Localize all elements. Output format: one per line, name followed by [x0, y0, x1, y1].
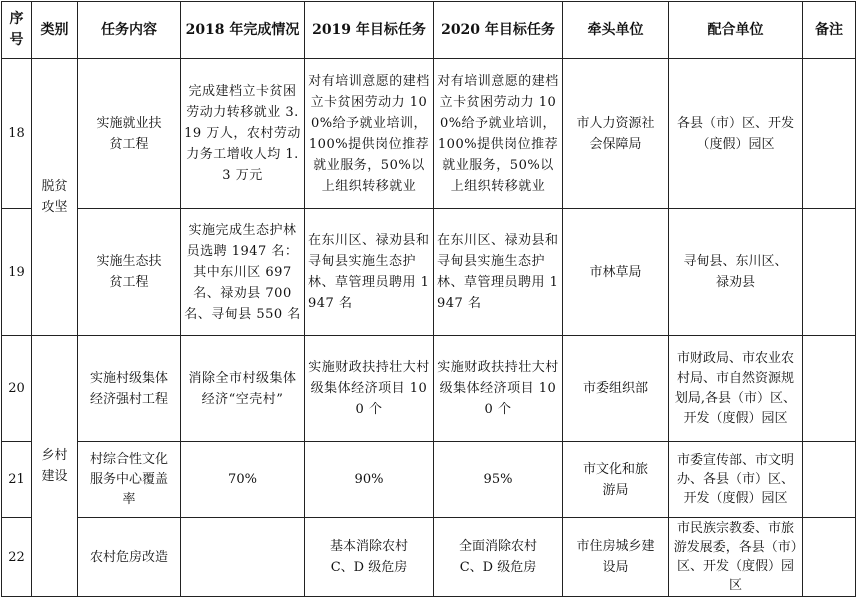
remark-cell	[803, 336, 856, 442]
header-row	[2, 2, 856, 59]
coop-unit-cell: 各县（市）区、开发（度假）园区	[669, 59, 803, 209]
header-remark: 备注	[803, 2, 856, 59]
done-2018-cell: 70%	[181, 442, 305, 518]
table-row	[2, 209, 856, 336]
target-2020-cell: 在东川区、禄劝县和寻甸县实施生态护林、草管理员聘用 1947 名	[434, 209, 563, 336]
target-2019-cell: 90%	[305, 442, 434, 518]
row-seq: 20	[2, 336, 32, 442]
lead-unit-cell: 市人力资源社会保障局	[563, 59, 669, 209]
target-2019-cell: 实施财政扶持壮大村级集体经济项目 100 个	[305, 336, 434, 442]
table-row	[2, 518, 856, 597]
coop-unit-cell: 市民族宗教委、市旅游发展委，各县（市）区、开发（度假）园区	[669, 518, 803, 597]
remark-cell	[803, 59, 856, 209]
category-cell: 脱贫攻坚	[32, 59, 78, 336]
lead-unit-cell: 市文化和旅游局	[563, 442, 669, 518]
remark-cell	[803, 518, 856, 597]
task-cell: 实施生态扶贫工程	[78, 209, 181, 336]
remark-cell	[803, 442, 856, 518]
row-seq: 21	[2, 442, 32, 518]
done-2018-cell: 完成建档立卡贫困劳动力转移就业 3.19 万人，农村劳动力务工增收人均 1.3 万元	[181, 59, 305, 209]
lead-unit-cell: 市林草局	[563, 209, 669, 336]
remark-cell	[803, 209, 856, 336]
task-table	[1, 1, 856, 597]
target-2020-cell: 实施财政扶持壮大村级集体经济项目 100 个	[434, 336, 563, 442]
task-cell: 村综合性文化服务中心覆盖率	[78, 442, 181, 518]
target-2019-cell: 对有培训意愿的建档立卡贫困劳动力 100%给予就业培训，100%提供岗位推荐就业服务，50%以上组织转移就业	[305, 59, 434, 209]
table-row	[2, 59, 856, 209]
header-2018-done: 2018 年完成情况	[181, 2, 305, 59]
header-2020-target: 2020 年目标任务	[434, 2, 563, 59]
done-2018-cell	[181, 518, 305, 597]
target-2020-cell: 95%	[434, 442, 563, 518]
header-category: 类别	[32, 2, 78, 59]
header-lead-unit: 牵头单位	[563, 2, 669, 59]
header-coop-unit: 配合单位	[669, 2, 803, 59]
row-seq: 22	[2, 518, 32, 597]
task-cell: 农村危房改造	[78, 518, 181, 597]
row-seq: 18	[2, 59, 32, 209]
row-seq: 19	[2, 209, 32, 336]
coop-unit-cell: 寻甸县、东川区、禄劝县	[669, 209, 803, 336]
coop-unit-cell: 市财政局、市农业农村局、市自然资源规划局,各县（市）区、开发（度假）园区	[669, 336, 803, 442]
done-2018-cell: 实施完成生态护林员选聘 1947 名：其中东川区 697 名、禄劝县 700 名、寻甸县 550 名	[181, 209, 305, 336]
lead-unit-cell: 市委组织部	[563, 336, 669, 442]
table-row	[2, 336, 856, 442]
target-2020-cell: 对有培训意愿的建档立卡贫困劳动力 100%给予就业培训，100%提供岗位推荐就业服务，50%以上组织转移就业	[434, 59, 563, 209]
header-seq: 序号	[2, 2, 32, 59]
task-cell: 实施村级集体经济强村工程	[78, 336, 181, 442]
coop-unit-cell: 市委宣传部、市文明办、各县（市）区、开发（度假）园区	[669, 442, 803, 518]
done-2018-cell: 消除全市村级集体经济“空壳村”	[181, 336, 305, 442]
target-2019-cell: 在东川区、禄劝县和寻甸县实施生态护林、草管理员聘用 1947 名	[305, 209, 434, 336]
task-cell: 实施就业扶贫工程	[78, 59, 181, 209]
category-cell: 乡村建设	[32, 336, 78, 597]
header-2019-target: 2019 年目标任务	[305, 2, 434, 59]
table-row	[2, 442, 856, 518]
header-task: 任务内容	[78, 2, 181, 59]
target-2019-cell: 基本消除农村 C、D 级危房	[305, 518, 434, 597]
lead-unit-cell: 市住房城乡建设局	[563, 518, 669, 597]
target-2020-cell: 全面消除农村 C、D 级危房	[434, 518, 563, 597]
